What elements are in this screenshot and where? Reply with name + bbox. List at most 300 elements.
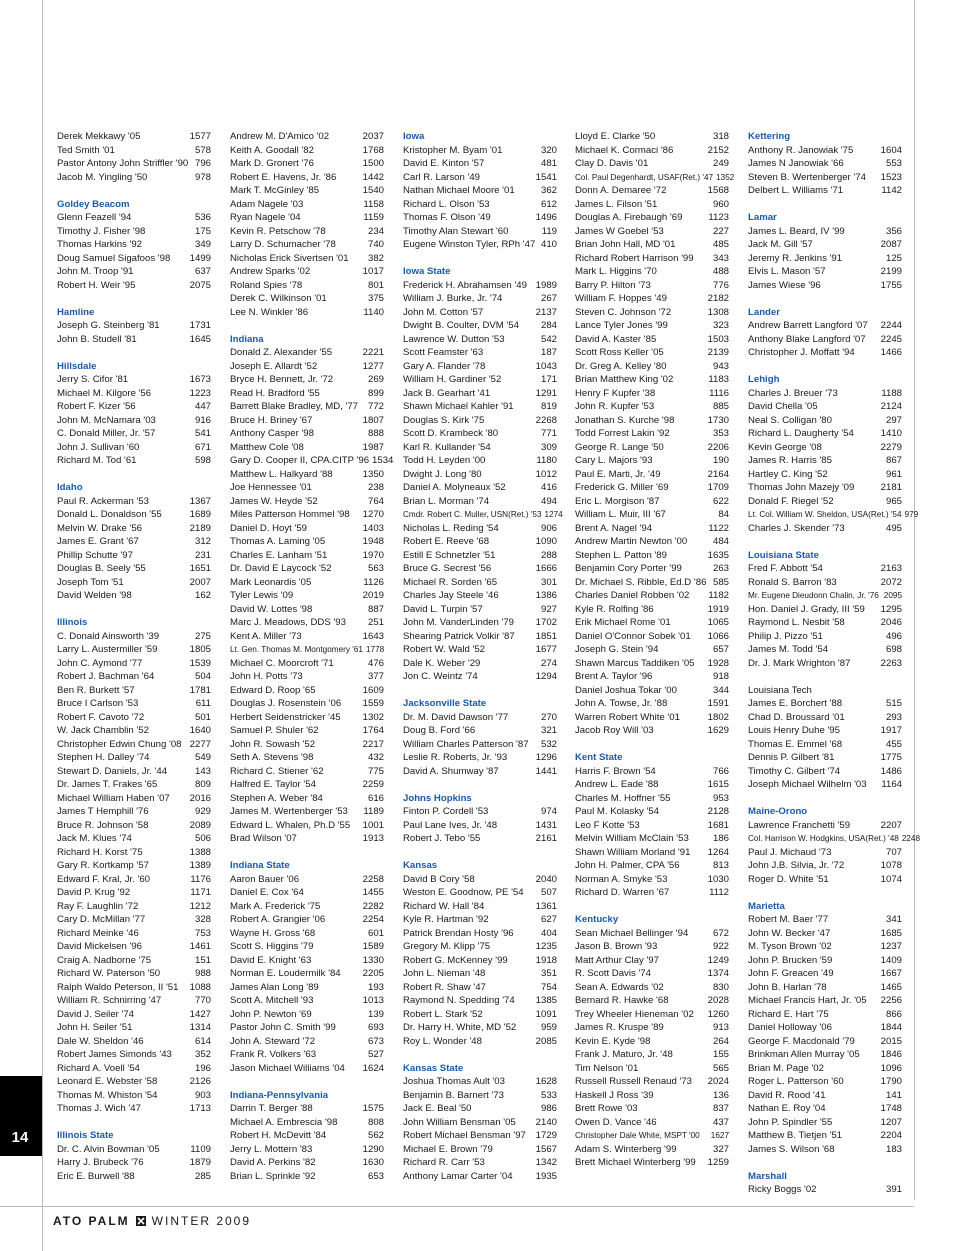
donor-row [403,1075,557,1089]
donor-row [575,643,729,657]
donor-number: 899 [367,387,384,399]
donor-row [57,157,211,171]
donor-name: Joseph G. Stein '94 [575,644,659,655]
donor-name: Finton P. Cordell '53 [403,806,489,817]
donor-number: 362 [540,185,557,196]
donor-name: C. Donald Miller, Jr. '57 [57,428,156,439]
donor-name: Neal S. Colligan '80 [748,414,832,426]
section-spacer [57,292,211,306]
donor-row [57,940,211,954]
donor-number: 1465 [880,981,902,993]
donor-name: Melvin William McClain '53 [575,833,689,844]
donor-number: 622 [712,495,729,507]
donor-name: Sean Michael Bellinger '94 [575,927,689,939]
donor-number: 136 [712,1089,729,1101]
donor-name: Richard L. Daugherty '54 [748,428,854,439]
donor-name: Robert F. Cavoto '72 [57,711,145,723]
chapter-heading: Lamar [748,212,777,223]
donor-row [748,495,902,509]
donor-row [748,1035,902,1049]
donor-name: Michael E. Brown '79 [403,1143,493,1155]
donor-number: 866 [885,1008,902,1020]
donor-number: 1640 [189,725,211,736]
donor-number: 953 [712,792,729,804]
donor-row [57,1089,211,1103]
donor-number: 352 [194,1049,211,1060]
donor-name: John L. Nieman '48 [403,968,486,979]
donor-name: David B Cory '58 [403,873,475,885]
donor-number: 2206 [707,441,729,453]
donor-number: 1702 [535,617,557,628]
donor-row [403,1156,557,1170]
donor-number: 162 [194,590,211,601]
donor-name: Michael William Haben '07 [57,792,170,804]
donor-row [230,373,384,387]
donor-name: Doug Samuel Sigafoos '98 [57,252,171,264]
donor-row [575,1008,729,1022]
donor-name: Chad D. Broussard '01 [748,711,845,723]
donor-number: 1259 [707,1157,729,1168]
donor-name: John W. Becker '47 [748,927,831,939]
donor-name: Glenn Feazell '94 [57,212,132,223]
donor-row [575,778,729,792]
donor-name: Andrew Sparks '02 [230,266,311,277]
donor-row [403,522,557,536]
donor-number: 766 [712,765,729,777]
donor-name: Kevin E. Kyde '98 [575,1035,651,1047]
donor-row [230,576,384,590]
donor-row [748,967,902,981]
donor-name: David Mickelsen '96 [57,941,143,952]
donor-name: Scott S. Higgins '79 [230,941,314,952]
donor-row [575,846,729,860]
donor-row [403,765,557,779]
donor-number: 297 [885,414,902,426]
donor-name: Michael A. Embrescia '98 [230,1116,338,1128]
donor-name: Scott Ross Keller '05 [575,347,664,358]
donor-name: Kyle R. Hartman '92 [403,914,489,925]
donor-name: Miles Patterson Hommel '98 [230,509,350,520]
donor-number: 2163 [880,563,902,574]
donor-row [575,535,729,549]
donor-name: William L. Muir, III '67 [575,509,666,520]
donor-row [403,940,557,954]
donor-number: 141 [885,1089,902,1101]
donor-row [403,306,557,320]
donor-number: 1624 [362,1062,384,1074]
donor-number: 1012 [535,468,557,480]
donor-number: 929 [194,806,211,817]
donor-row [748,616,902,630]
donor-row [748,603,902,617]
donor-number: 264 [712,1035,729,1047]
donor-row [57,927,211,941]
donor-row [748,1102,902,1116]
donor-name: Mark Leonardis '05 [230,576,312,588]
donor-number: 772 [367,401,384,412]
donor-name: Jack M. Gill '57 [748,239,813,250]
donor-row [403,333,557,347]
donor-number: 2085 [535,1035,557,1047]
donor-name: Eric E. Burwell '88 [57,1170,135,1182]
donor-row [575,1021,729,1035]
donor-name: James W. Heyde '52 [230,495,318,507]
donor-name: Charles Jay Steele '46 [403,590,499,601]
donor-number: 888 [367,428,384,439]
chapter-heading: Indiana State [230,860,290,871]
donor-row [57,913,211,927]
donor-number: 1807 [362,414,384,426]
donor-row [575,1102,729,1116]
donor-row [403,387,557,401]
donor-number: 775 [367,765,384,777]
donor-row [575,657,729,671]
donor-row [230,400,384,414]
donor-name: Col. Harrison W. Hodgkins, USA(Ret.) '48 [748,834,899,843]
donor-row [230,495,384,509]
donor-name: Frederick H. Abrahamsen '49 [403,279,527,291]
donor-number: 251 [367,617,384,628]
donor-name: Harry J. Brubeck '76 [57,1157,144,1168]
donor-number: 611 [195,698,211,709]
donor-row [403,616,557,630]
donor-row [230,360,384,374]
donor-name: Michael R. Sorden '65 [403,576,498,588]
donor-row [403,171,557,185]
donor-name: John P. Brucken '59 [748,954,833,966]
donor-row [748,144,902,158]
donor-name: Richard L. Olson '53 [403,198,490,210]
donor-row [57,508,211,522]
donor-number: 918 [712,671,729,682]
donor-name: Lt. Gen. Thomas M. Montgomery '61 [230,645,363,654]
donor-name: John J.B. Silvia, Jr. '72 [748,860,845,871]
donor-name: Fred F. Abbott '54 [748,563,823,574]
donor-row [748,711,902,725]
donor-number: 171 [540,374,557,385]
donor-row [57,954,211,968]
donor-number: 986 [540,1103,557,1114]
donor-row [575,967,729,981]
donor-name: Dwight J. Long '80 [403,468,482,480]
donor-name: Jacob Roy Will '03 [575,725,654,736]
donor-name: Stewart D. Daniels, Jr. '44 [57,765,168,777]
donor-number: 1030 [707,873,729,885]
donor-name: John A. Steward '72 [230,1035,316,1047]
donor-row [403,481,557,495]
donor-row [575,454,729,468]
donor-row [575,954,729,968]
donor-row [57,171,211,185]
donor-name: William J. Burke, Jr. '74 [403,293,503,304]
donor-row [57,1062,211,1076]
donor-number: 1851 [535,630,557,642]
donor-number: 2124 [880,401,902,412]
donor-row [57,373,211,387]
donor-row [57,130,211,144]
donor-name: Dr. David E Laycock '52 [230,563,332,574]
donor-number: 1314 [189,1022,211,1033]
donor-name: Todd Forrest Lakin '92 [575,428,670,439]
donor-number: 1296 [535,752,557,763]
donor-number: 549 [194,752,211,763]
donor-name: Pastor John C. Smith '99 [230,1022,336,1033]
donor-name: Nathan Michael Moore '01 [403,185,515,196]
donor-number: 1935 [535,1170,557,1182]
donor-number: 922 [712,941,729,952]
donor-number: 961 [885,468,902,480]
donor-name: Anthony Casper '98 [230,428,314,439]
donor-name: Halfred E. Taylor '54 [230,779,316,790]
donor-row [748,1021,902,1035]
donor-name: Elvis L. Mason '57 [748,266,826,277]
donor-row [403,589,557,603]
donor-row [575,832,729,846]
chapter-heading: Kansas State [403,1062,464,1074]
donor-row [230,414,384,428]
donor-number: 1013 [362,995,384,1006]
donor-row [748,184,902,198]
donor-name: Lloyd E. Clarke '50 [575,131,656,142]
donor-name: Richard W. Hall '84 [403,900,485,912]
donor-row [575,238,729,252]
donor-name: Lee N. Winkler '86 [230,306,309,318]
donor-name: David L. Turpin '57 [403,603,483,615]
donor-number: 771 [540,428,557,439]
donor-name: David A. Kaster '85 [575,333,657,345]
donor-number: 2089 [189,819,211,831]
donor-name: Col. Paul Degenhardt, USAF(Ret.) '47 [575,172,714,182]
donor-row [575,319,729,333]
donor-number: 2015 [880,1035,902,1047]
donor-name: Ronald S. Barron '83 [748,576,837,588]
donor-row [230,643,384,657]
right-margin-rule [914,0,915,1200]
donor-number: 84 [718,509,729,520]
donor-name: David A. Shumway '87 [403,765,499,777]
donor-row [230,1116,384,1130]
donor-row [403,954,557,968]
donor-name: Warren Robert White '01 [575,711,680,723]
donor-number: 2282 [362,900,384,912]
donor-name: Clay D. Davis '01 [575,158,649,169]
donor-row [748,1116,902,1130]
donor-number: 1919 [707,603,729,615]
donor-row [230,724,384,738]
donor-number: 1017 [362,266,384,277]
donor-row [575,373,729,387]
donor-number: 672 [712,927,729,939]
donor-name: Philip J. Pizzo '51 [748,630,823,642]
donor-number: 183 [885,1143,902,1155]
donor-number: 1389 [189,860,211,871]
donor-row [230,832,384,846]
donor-row [403,360,557,374]
chapter-heading: Hillsdale [57,360,97,372]
donor-row [230,886,384,900]
donor-row [230,954,384,968]
donor-row [403,738,557,752]
donor-name: Joseph E. Allardt '52 [230,360,318,372]
donor-name: Ralph Waldo Peterson, II '51 [57,981,179,993]
donor-name: Brent A. Taylor '96 [575,671,653,682]
donor-row [57,684,211,698]
donor-row [230,630,384,644]
donor-number: 2259 [362,779,384,790]
donor-name: John R. Sowash '52 [230,738,316,750]
chapter-heading: Iowa State [403,266,451,277]
donor-row [57,967,211,981]
donor-name: David Welden '98 [57,590,132,601]
donor-name: Wayne H. Gross '68 [230,927,316,939]
donor-name: James M. Wertenberger '53 [230,806,348,817]
donor-number: 671 [194,441,211,453]
donor-row [575,211,729,225]
donor-name: Phillip Schutte '97 [57,549,133,561]
ato-cross-icon [136,1216,146,1226]
donor-number: 1486 [880,765,902,777]
donor-name: Scott D. Krambeck '80 [403,428,499,439]
donor-number: 2217 [362,738,384,750]
donor-row [575,252,729,266]
donor-row [57,1143,211,1157]
donor-row [575,198,729,212]
footer-rule [0,1206,914,1207]
donor-name: Timothy C. Gilbert '74 [748,765,841,777]
donor-number: 960 [712,198,729,210]
donor-name: Leonard E. Webster '58 [57,1076,158,1087]
donor-number: 1140 [363,306,384,318]
donor-row [575,171,735,185]
donor-name: George F. Macdonald '79 [748,1035,855,1047]
donor-name: Douglas S. Kirk '75 [403,414,485,426]
donor-row [57,333,211,347]
donor-name: Hon. Daniel J. Grady, III '59 [748,603,865,615]
donor-row [403,751,557,765]
donor-name: Mark L. Higgins '70 [575,266,657,277]
donor-number: 698 [885,644,902,655]
section-spacer [575,738,729,752]
section-spacer [403,778,557,792]
donor-name: Dr. J. Mark Wrighton '87 [748,657,851,669]
donor-name: Thomas F. Olson '49 [403,212,491,223]
donor-row [575,819,729,833]
donor-number: 175 [194,225,211,237]
donor-number: 867 [885,455,902,466]
donor-row [403,562,557,576]
donor-row [748,454,902,468]
donor-name: Charles J. Skender '73 [748,522,845,534]
donor-row [230,805,384,819]
donor-name: Douglas J. Rosenstein '06 [230,698,342,709]
donor-name: Daniel D. Hoyt '59 [230,522,308,534]
donor-row [748,252,902,266]
donor-row [403,1008,557,1022]
donor-number: 323 [712,320,729,331]
donor-number: 1078 [880,860,902,871]
section-spacer [403,252,557,266]
donor-row [230,481,384,495]
donor-number: 267 [540,293,557,304]
donor-number: 485 [712,239,729,250]
donor-row [748,751,902,765]
donor-name: Daniel Holloway '06 [748,1022,832,1033]
donor-name: Darrin T. Berger '88 [230,1103,313,1114]
donor-name: Lt. Col. William W. Sheldon, USA(Ret.) '54 [748,510,902,519]
donor-name: John R. Kupfer '53 [575,401,655,412]
section-spacer [403,684,557,698]
donor-row [575,711,729,725]
section-spacer [230,319,384,333]
donor-number: 2182 [707,293,729,304]
donor-name: Andrew Barrett Langford '07 [748,320,868,331]
chapter-heading: Kettering [748,131,791,142]
donor-row [403,454,557,468]
donor-row [57,252,211,266]
donor-name: Dale K. Weber '29 [403,657,481,669]
donor-name: John J. Sullivan '60 [57,441,140,453]
donor-number: 830 [712,981,729,993]
donor-name: Ted Smith '01 [57,144,115,156]
donor-name: Mark T. McGinley '85 [230,185,320,196]
donor-number: 2037 [362,131,384,142]
donor-number: 2019 [362,590,384,601]
donor-row [57,279,211,293]
donor-row [230,589,384,603]
donor-name: Tim Nelson '01 [575,1062,639,1074]
donor-row [748,225,902,239]
donor-number: 321 [540,725,557,736]
donor-row [403,400,557,414]
donor-row [57,549,211,563]
donor-number: 1295 [880,603,902,615]
donor-row [575,724,729,738]
donor-row [230,684,384,698]
donor-row [57,724,211,738]
donor-name: W. Jack Chamblin '52 [57,725,149,736]
donor-number: 2245 [880,333,902,345]
donor-row [403,319,557,333]
donor-row [575,481,729,495]
donor-row [57,427,211,441]
donor-row [57,589,211,603]
donor-number: 553 [885,158,902,169]
donor-row [748,238,902,252]
donor-name: Brian L. Morman '74 [403,495,490,507]
donor-name: Robert H. Weir '95 [57,279,136,291]
donor-row [748,778,902,792]
donor-row [230,265,384,279]
donor-number: 2024 [707,1076,729,1087]
donor-number: 1635 [707,549,729,561]
donor-name: Richard A. Voell '54 [57,1062,140,1074]
donor-number: 447 [194,401,211,412]
donor-name: Paul R. Ackerman '53 [57,495,149,507]
donor-number: 293 [885,711,902,723]
donor-number: 2248 [901,834,921,843]
donor-number: 269 [367,374,384,385]
donor-name: Gary A. Flander '78 [403,360,486,372]
donor-number: 527 [367,1049,384,1060]
donor-name: Charles J. Breuer '73 [748,387,838,399]
donor-row [575,697,729,711]
donor-number: 2016 [189,792,211,804]
donor-name: M. Tyson Brown '02 [748,941,832,952]
donor-number: 1559 [362,698,384,709]
donor-number: 770 [194,995,211,1006]
donor-row [575,927,729,941]
donor-row [403,157,557,171]
